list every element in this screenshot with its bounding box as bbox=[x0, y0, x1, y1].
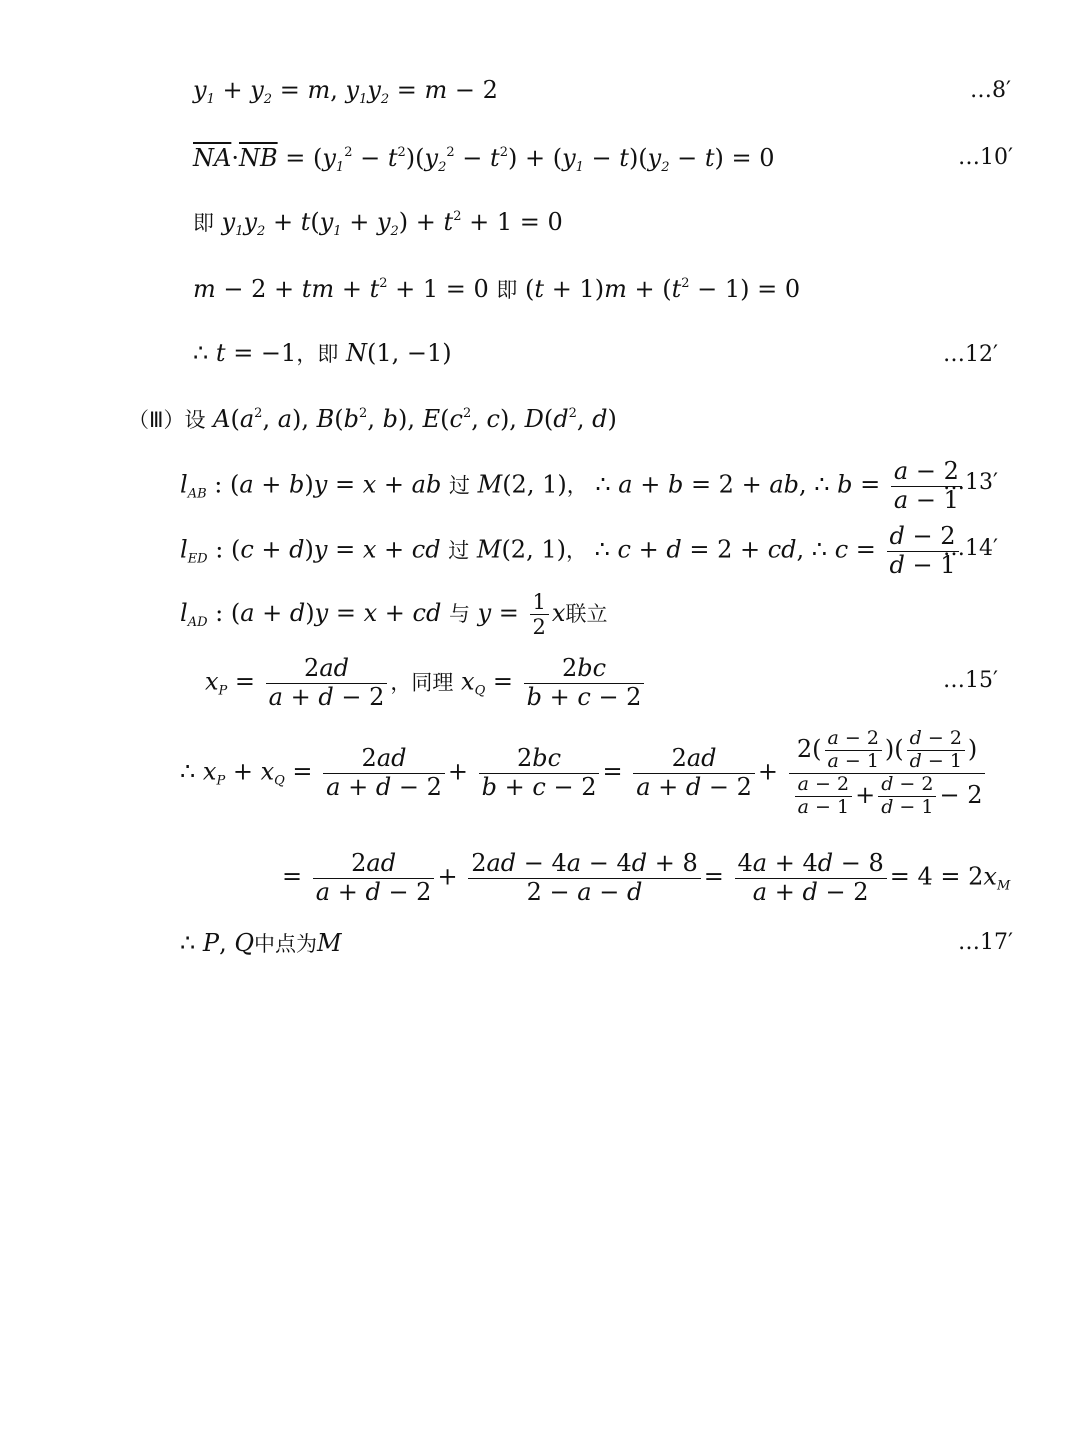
eq-line-ed: $l_{ED}$ : (c + d)y = x + cd 过 M(2, 1)， ∴ c + d = 2 + cd, ∴ c = $\frac{d - 2}{d - 1}$ bbox=[180, 523, 962, 579]
label-comma-2: ， bbox=[566, 473, 588, 498]
eq-xp-xq: $x_P$ = $\frac{2ad}{a + d - 2}$ ，同理 $x_Q$ = $\frac{2bc}{b + c - 2}$ bbox=[205, 655, 647, 711]
label-guo-2: 过 bbox=[448, 538, 470, 563]
score-mark-12: …12′ bbox=[943, 342, 998, 367]
eq-line-ad: $l_{AD}$ : (a + d)y = x + cd 与 y = $\frac{1}{2}$ x联立 bbox=[180, 590, 608, 640]
label-comma: ， bbox=[296, 342, 318, 366]
eq-sum-xp-xq: ∴ $x_P + x_Q$ = $\frac{2ad}{a + d - 2}$ + $\frac{2bc}{b + c - 2}$ = $\frac{2ad}{a + d - 2}$ + 2( $\frac{a - 2}{a - 1}$ )( $\frac{d - 2}{d - 1}$ ) $\frac{a - 2}{a - 1}$ + $\frac{d - 2}{d - 1}$ − 2 bbox=[180, 728, 988, 818]
eq-dot-product: $\overline{NA}\cdot\overline{NB} = (y_1^2 - t^2)(y_2^2 - t^2) + (y_1 - t)(y_2 - t) = 0$ bbox=[193, 144, 775, 175]
label-ji-2: 即 bbox=[496, 278, 518, 302]
label-ji-3: 即 bbox=[317, 342, 339, 366]
eq-vieta: $y_1 + y_2 = m$, $y_1y_2 = m - 2$ bbox=[193, 76, 498, 107]
eq-final: = $\frac{2ad}{a + d - 2}$ + $\frac{2ad - 4a - 4d + 8}{2 - a - d}$ = $\frac{4a + 4d - 8}{a + d - 2}$ = $4 = 2x_M$ bbox=[282, 849, 1011, 906]
label-comma-3: ， bbox=[565, 538, 587, 563]
label-yu: 与 bbox=[448, 602, 470, 627]
label-guo: 过 bbox=[448, 473, 470, 498]
label-ji: 即 bbox=[193, 211, 214, 235]
score-mark-17: …17′ bbox=[958, 930, 1013, 955]
label-she: 设 bbox=[184, 408, 206, 432]
score-mark-10: …10′ bbox=[958, 145, 1013, 170]
eq-substituted: m − 2 + tm + $t^2 + 1 = 0$ 即 $(t + 1)m + (t^2 - 1) = 0$ bbox=[193, 275, 801, 303]
eq-line-ab: $l_{AB}$ : (a + b)y = x + ab 过 M(2, 1)， ∴ a + b = 2 + ab, ∴ b = $\frac{a - 2}{a - 1}$ bbox=[180, 458, 965, 514]
label-part-3: （Ⅲ） bbox=[128, 408, 185, 432]
label-tongli: 同理 bbox=[411, 670, 454, 695]
score-mark-14: …14′ bbox=[943, 536, 998, 561]
label-lianli: 联立 bbox=[565, 602, 608, 627]
score-mark-13: …13′ bbox=[943, 470, 998, 495]
eq-conclusion: ∴ P, Q中点为M bbox=[180, 929, 342, 957]
label-zhongdianwei: 中点为 bbox=[254, 932, 318, 956]
part-3-setup: （Ⅲ）设 $A(a^2$, a), $B(b^2$, b), $E(c^2$, c), $D(d^2$, d) bbox=[128, 405, 617, 433]
score-mark-15: …15′ bbox=[943, 668, 998, 693]
label-comma-4: ， bbox=[390, 670, 412, 695]
score-mark-8: …8′ bbox=[970, 78, 1011, 103]
eq-simplified: 即 $y_1y_2 + t(y_1 + y_2) + t^2 + 1 = 0$ bbox=[193, 208, 563, 239]
eq-result-t: ∴ t = −1，即 N(1, −1) bbox=[193, 339, 452, 367]
